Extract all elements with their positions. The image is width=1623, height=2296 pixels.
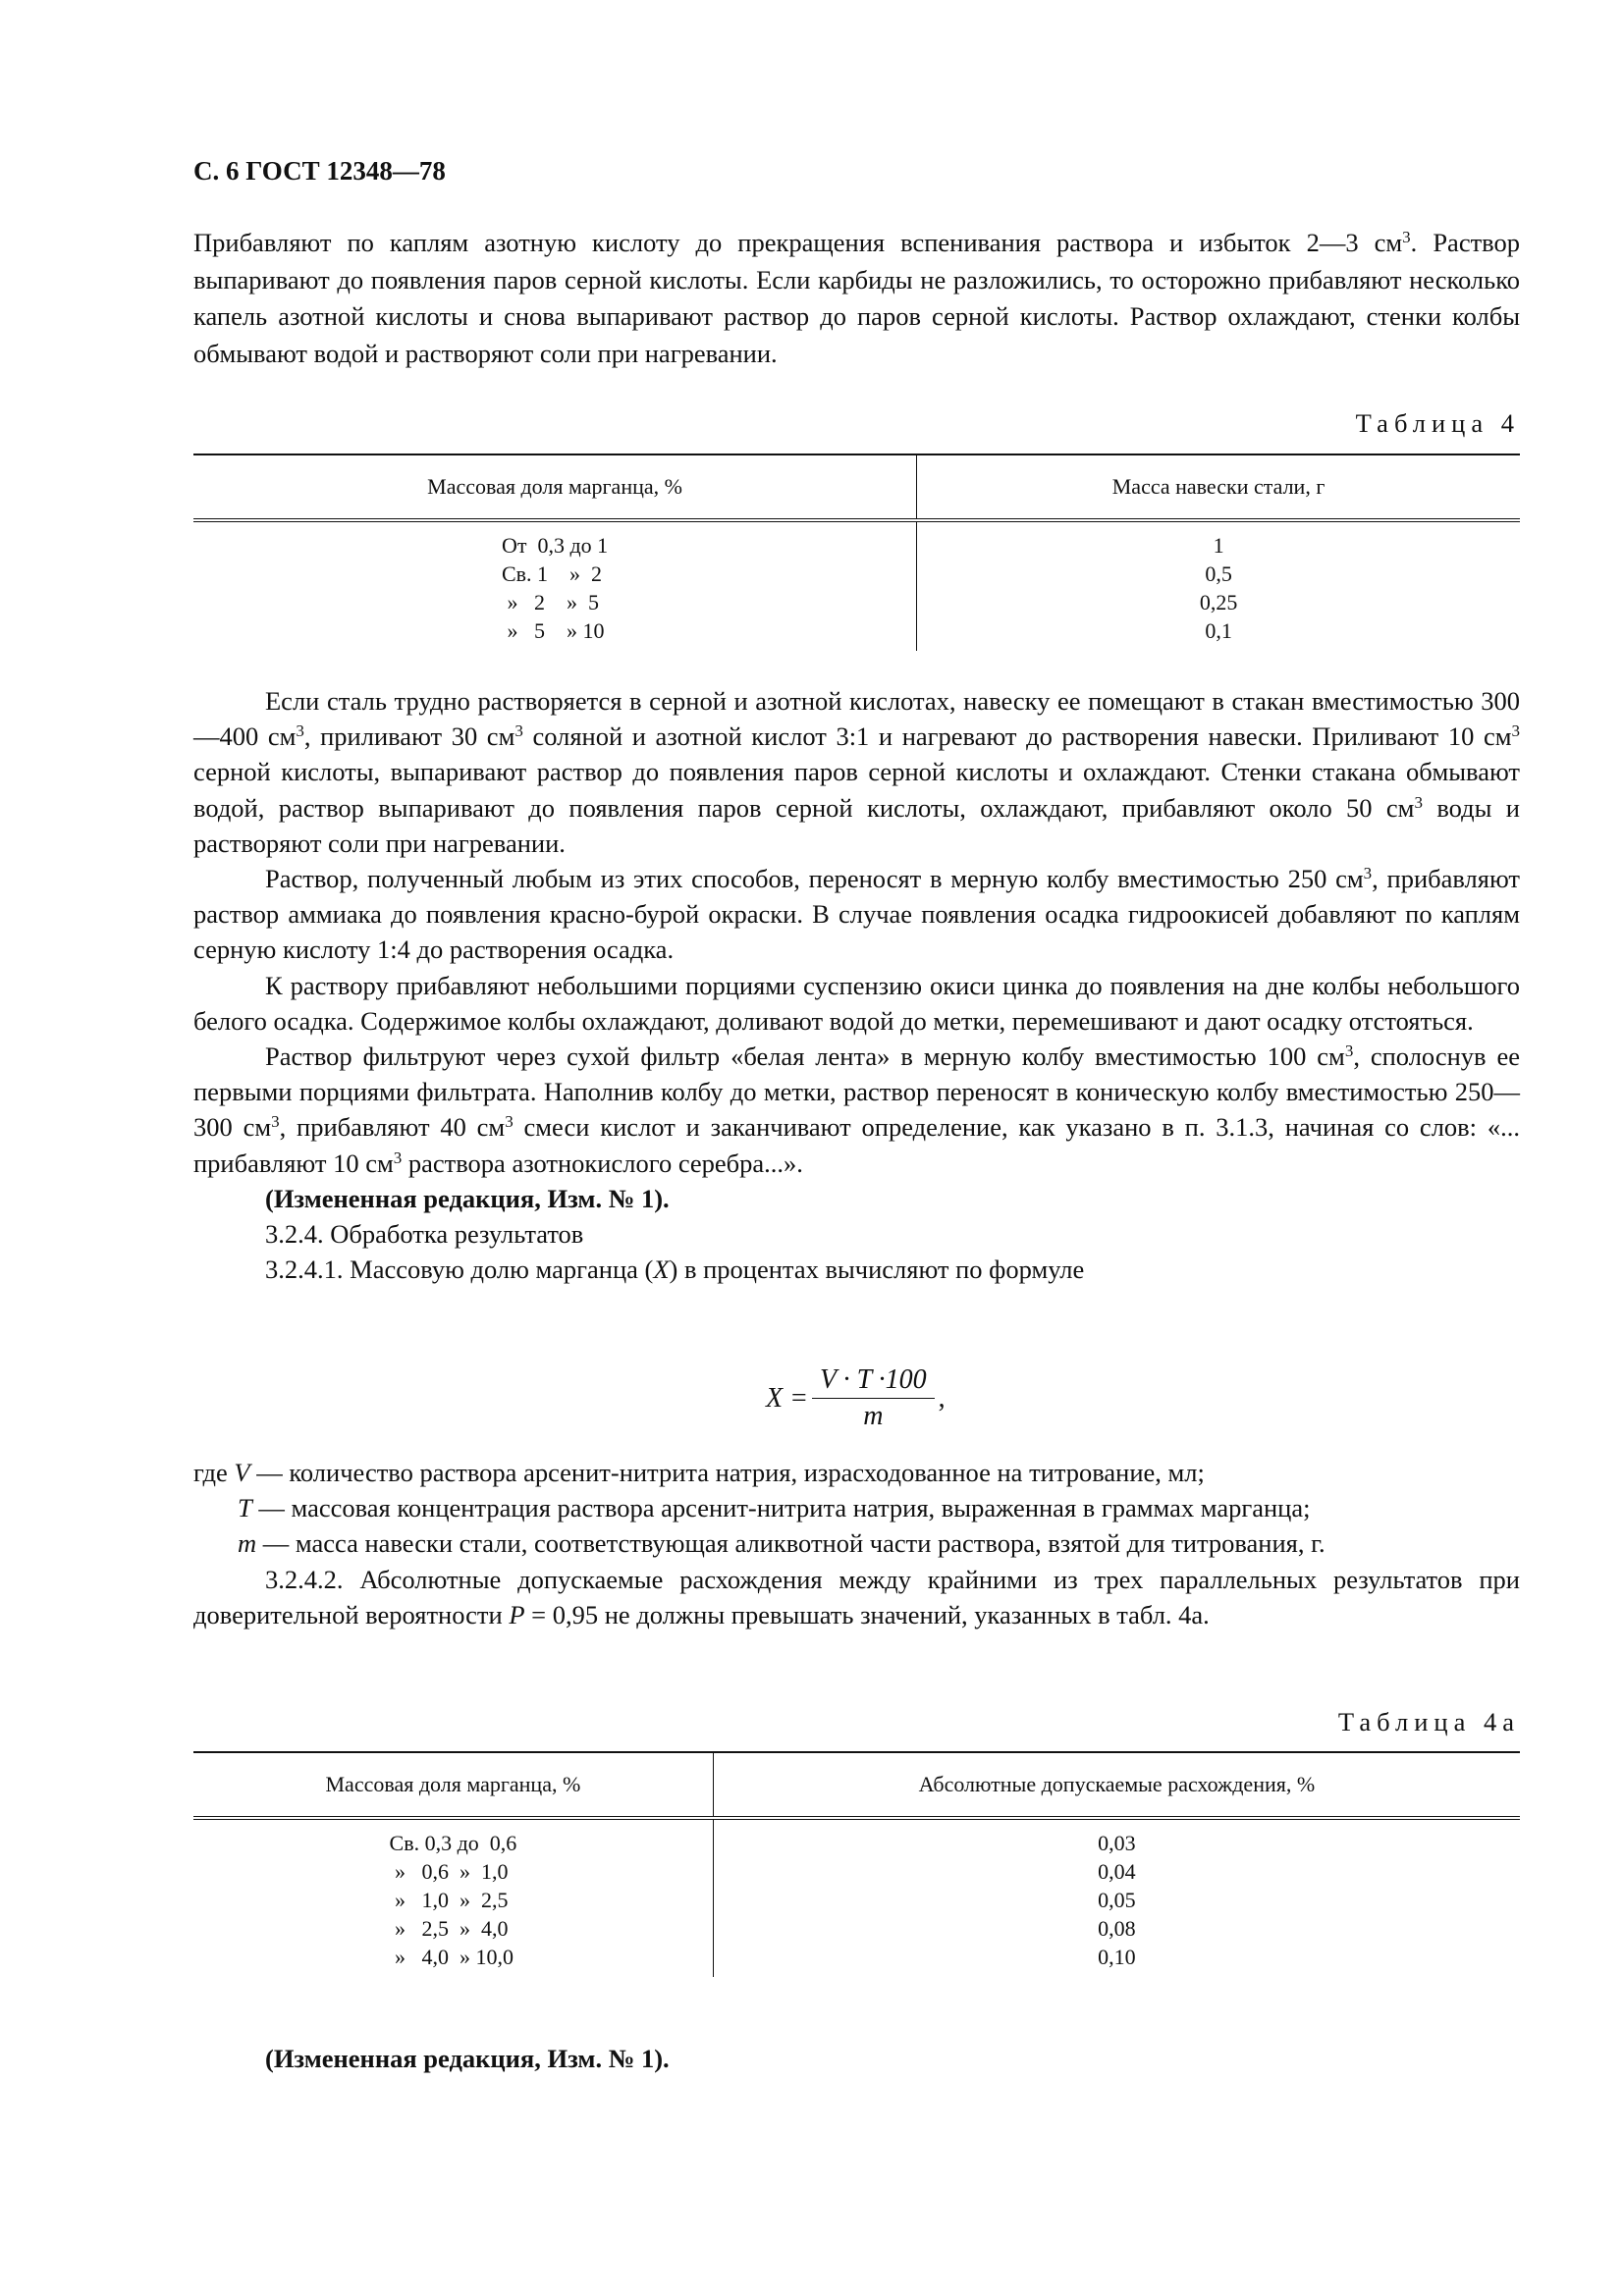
table-cell: 0,05: [1098, 1888, 1136, 1912]
superscript: 3: [1344, 1041, 1354, 1061]
table-cell: » 1,0 » 2,5: [389, 1888, 509, 1912]
table-cell: 0,04: [1098, 1859, 1136, 1884]
table-cell: » 2 » 5: [501, 590, 599, 614]
table-cell: » 2,5 » 4,0: [389, 1916, 509, 1941]
paragraph: Раствор фильтруют через сухой фильтр «белая лента» в мерную колбу вместимостью 100 $см^3$, сполоснув ее первыми порциями фильтрата. Наполнив колбу до метки, раствор переносят в коническую колбу вместимостью 250—300 $см^3$, прибавляют 40 $см^3$ смеси кислот и заканчивают определение, как указано в п. 3.1.3, начиная со слов: «... прибавляют 10 $см^3$ раствора азотнокислого серебра...».: [193, 1041, 1520, 1178]
table-cell: 0,25: [1199, 590, 1238, 614]
page-header: С. 6 ГОСТ 12348—78: [193, 156, 446, 186]
table-4a-header-mn: Массовая доля марганца, %: [193, 1752, 713, 1818]
table-4-col-mn: [502, 531, 608, 645]
paragraph: Раствор, полученный любым из этих способов, переносят в мерную колбу вместимостью 250 $см^3$, прибавляют раствор аммиака до появления красно-бурой окраски. В случае появления осадка гидроокисей добавляют по каплям серную кислоту 1:4 до растворения осадка.: [193, 864, 1520, 965]
superscript: 3: [1363, 864, 1373, 883]
formula-fraction: [812, 1364, 935, 1432]
paragraph: Прибавляют по каплям азотную кислоту до прекращения вспенивания раствора и избыток 2—3 $см^3$. Раствор выпаривают до появления паров серной кислоты. Если карбиды не разложились, то осторожно прибавляют несколько капель азотной кислоты и снова выпаривают раствор до паров серной кислоты. Раствор охлаждают, стенки колбы обмывают водой и растворяют соли при нагревании.: [193, 228, 1520, 368]
variable: V: [234, 1458, 250, 1487]
superscript: 3: [514, 721, 523, 741]
definitions: [193, 1455, 1520, 1632]
section-3-2-4: 3.2.4. Обработка результатов: [265, 1219, 584, 1250]
variable: m: [238, 1528, 257, 1559]
table-4-header-mass: Масса навески стали, г: [917, 454, 1520, 520]
table-4-col-mass: [917, 531, 1520, 645]
paragraph: Если сталь трудно растворяется в серной и азотной кислотах, навеску ее помещают в стакан вместимостью 300—400 $см^3$, приливают 30 $см^3$ соляной и азотной кислот 3:1 и нагревают до растворения навески. Приливают 10 $см^3$ серной кислоты, выпаривают раствор до появления паров серной кислоты и охлаждают. Стенки стакана обмывают водой, раствор выпаривают до появления паров серной кислоты, охлаждают, прибавляют около 50 $см^3$ воды и растворяют соли при нагревании.: [193, 686, 1520, 858]
table-cell: Св. 1 » 2: [501, 561, 603, 586]
superscript: 3: [296, 721, 304, 741]
table-4: [193, 454, 1520, 651]
amendment-note: (Измененная редакция, Изм. № 1).: [265, 1183, 670, 1213]
section-3-2-4-1: 3.2.4.1. Массовую долю марганца (X) в процентах вычисляют по формуле: [265, 1255, 1085, 1285]
variable: T: [238, 1493, 252, 1523]
table-cell: 0,1: [1205, 618, 1232, 643]
definition-m: m — масса навески стали, соответствующая аликвотной части раствора, взятой для титрования, г.: [238, 1528, 1325, 1559]
formula-denominator: m: [863, 1401, 884, 1431]
formula-comma: ,: [938, 1382, 946, 1414]
table-cell: Св. 0,3 до 0,6: [389, 1831, 517, 1855]
superscript: 3: [1511, 721, 1520, 741]
superscript: 3: [271, 1112, 280, 1132]
table-cell: » 4,0 » 10,0: [389, 1945, 514, 1969]
paragraph: К раствору прибавляют небольшими порциями суспензию окиси цинка до появления на дне колбы небольшого белого осадка. Содержимое колбы охлаждают, доливают водой до метки, перемешивают и дают осадку отстояться.: [193, 970, 1520, 1036]
table-cell: 0,5: [1205, 561, 1232, 586]
table-4-caption: Таблица 4: [1355, 408, 1520, 438]
table-cell: 1: [1213, 533, 1224, 558]
table-cell: » 0,6 » 1,0: [389, 1859, 509, 1884]
table-4-header-mn: Массовая доля марганца, %: [193, 454, 917, 520]
table-cell: 0,03: [1098, 1831, 1136, 1855]
table-4a-col-mn: [390, 1829, 517, 1971]
section-3-2-4-2: 3.2.4.2. Абсолютные допускаемые расхождения между крайними из трех параллельных результатов при доверительной вероятности P = 0,95 не должны превышать значений, указанных в табл. 4а.: [193, 1564, 1520, 1629]
definition-v: где V — количество раствора арсенит-нитрита натрия, израсходованное на титрование, мл;: [193, 1458, 1205, 1487]
table-4a-header-tolerance: Абсолютные допускаемые расхождения, %: [713, 1752, 1520, 1818]
table-4a: [193, 1751, 1520, 1977]
table-4a-caption: Таблица 4а: [1337, 1707, 1520, 1736]
amendment-note-2: (Измененная редакция, Изм. № 1).: [265, 2044, 670, 2073]
definition-t: T — массовая концентрация раствора арсенит-нитрита натрия, выраженная в граммах марганца;: [238, 1493, 1311, 1523]
table-cell: 0,08: [1098, 1916, 1136, 1941]
formula-lhs: X =: [766, 1382, 808, 1414]
table-cell: От 0,3 до 1: [501, 533, 609, 558]
formula-numerator: V · T ·100: [812, 1364, 935, 1399]
table-cell: » 5 » 10: [501, 618, 605, 643]
variable: X: [653, 1255, 670, 1285]
body-text: [193, 683, 1520, 1287]
superscript: 3: [1402, 228, 1411, 246]
superscript: 3: [1414, 792, 1423, 812]
table-cell: 0,10: [1098, 1945, 1136, 1969]
table-4a-col-tolerance: [714, 1829, 1520, 1971]
variable: P: [509, 1599, 525, 1629]
superscript: 3: [505, 1112, 514, 1132]
formula: [766, 1364, 946, 1432]
superscript: 3: [393, 1148, 403, 1167]
